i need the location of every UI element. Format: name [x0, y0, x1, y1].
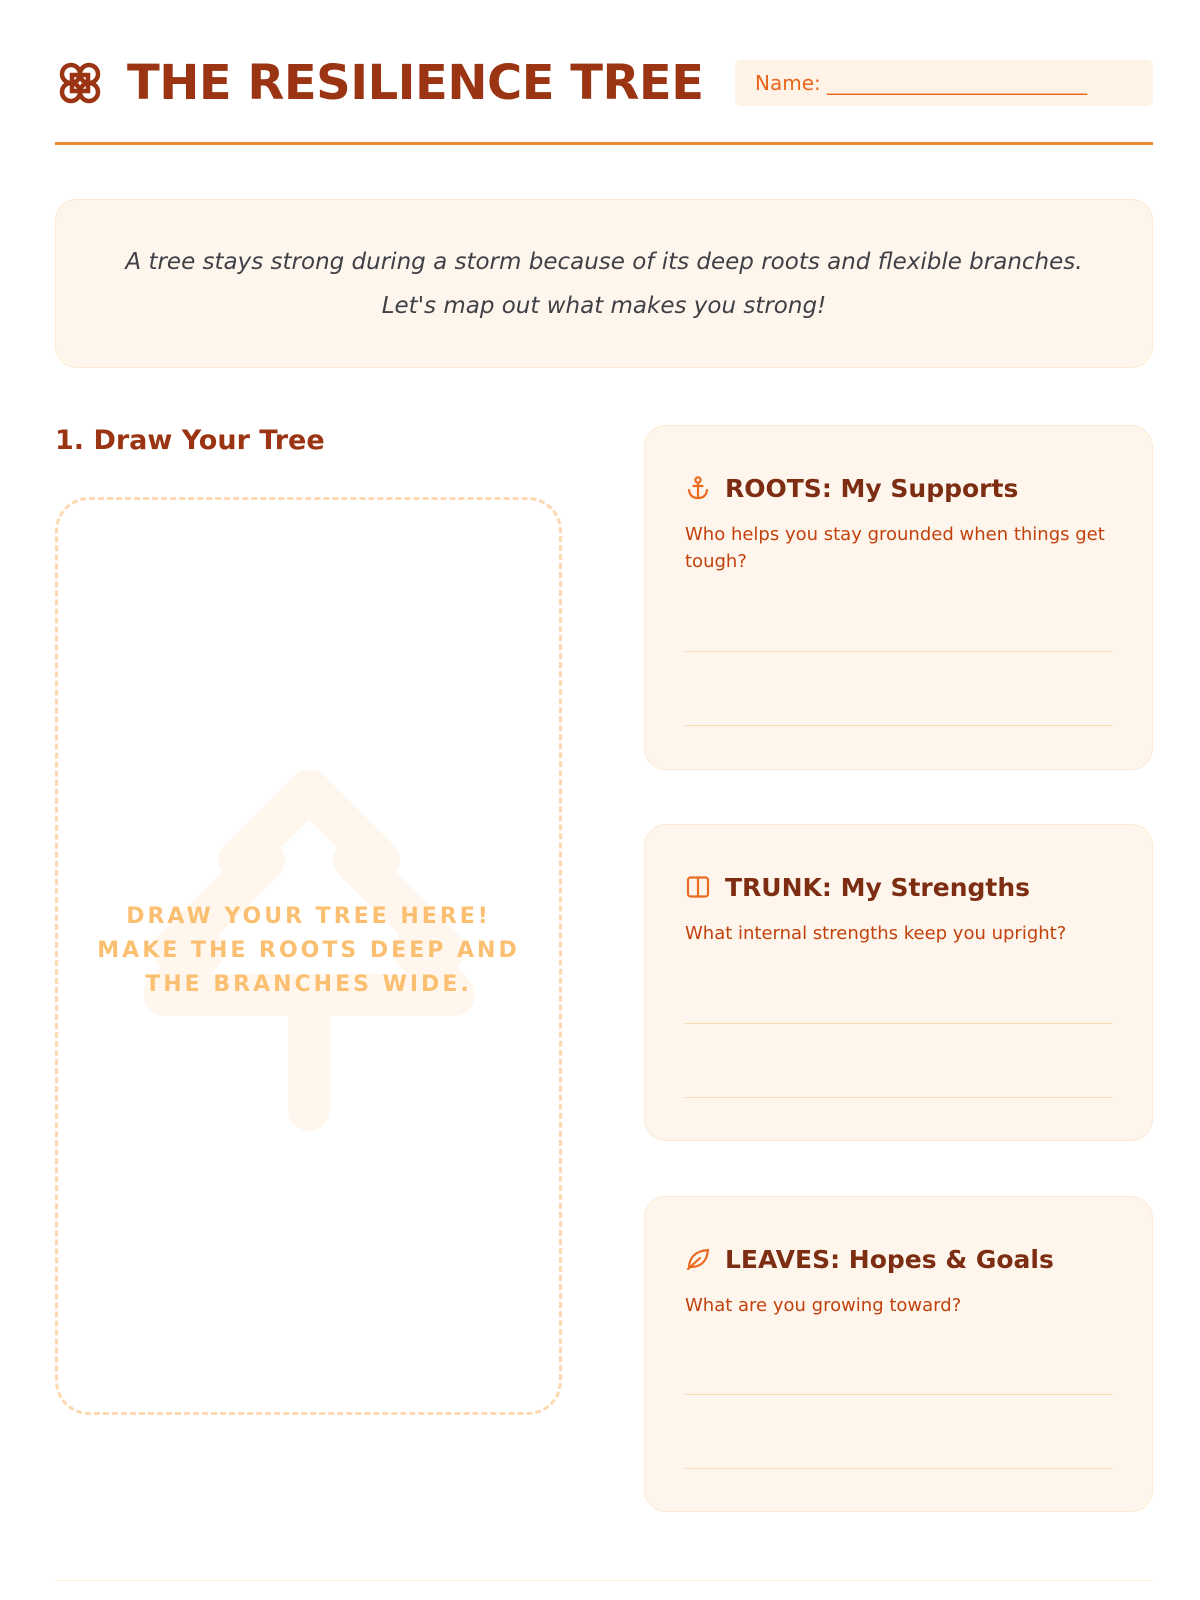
book-columns-icon — [685, 874, 711, 900]
trunk-card — [644, 824, 1153, 1141]
draw-prompt-line-3: THE BRANCHES WIDE. — [145, 972, 472, 997]
leaves-card-question: What are you growing toward? — [685, 1295, 962, 1316]
intro-line-1: A tree stays strong during a storm because of its deep roots and flexible branches. — [125, 248, 1083, 275]
roots-card-heading: ROOTS: My Supports — [725, 473, 1019, 503]
footer-divider — [55, 1580, 1153, 1581]
leaves-card-heading: LEAVES: Hopes & Goals — [725, 1244, 1054, 1274]
draw-prompt-line-1: DRAW YOUR TREE HERE! — [126, 904, 491, 929]
roots-answer-line-1[interactable] — [685, 651, 1113, 652]
intro-box — [55, 199, 1153, 368]
roots-card-question: Who helps you stay grounded when things get tough? — [685, 524, 1105, 572]
leaves-card-title — [685, 1239, 1054, 1279]
roots-card — [644, 425, 1153, 770]
leaves-card — [644, 1196, 1153, 1512]
trunk-answer-line-1[interactable] — [685, 1023, 1113, 1024]
leaves-answer-line-1[interactable] — [685, 1394, 1113, 1395]
trunk-answer-line-2[interactable] — [685, 1097, 1113, 1098]
name-label: Name: — [755, 71, 821, 95]
drawing-area[interactable] — [55, 497, 562, 1415]
intro-line-2: Let's map out what makes you strong! — [381, 292, 827, 319]
page-title: THE RESILIENCE TREE — [127, 55, 704, 111]
name-field[interactable] — [735, 60, 1153, 106]
flower-knot-icon — [55, 58, 105, 108]
anchor-icon — [685, 475, 711, 501]
draw-prompt-line-2: MAKE THE ROOTS DEEP AND — [97, 938, 520, 963]
leaf-icon — [685, 1246, 711, 1272]
trunk-card-title — [685, 867, 1030, 907]
draw-prompt — [58, 900, 559, 1002]
trunk-card-heading: TRUNK: My Strengths — [725, 872, 1031, 902]
leaves-answer-line-2[interactable] — [685, 1468, 1113, 1469]
trunk-card-question: What internal strengths keep you upright? — [685, 923, 1067, 944]
name-blank-line: __________________________ — [827, 71, 1088, 95]
roots-answer-line-2[interactable] — [685, 725, 1113, 726]
roots-card-title — [685, 468, 1018, 508]
intro-text — [94, 240, 1114, 328]
draw-section-heading: 1. Draw Your Tree — [55, 425, 325, 456]
header — [55, 50, 1153, 145]
